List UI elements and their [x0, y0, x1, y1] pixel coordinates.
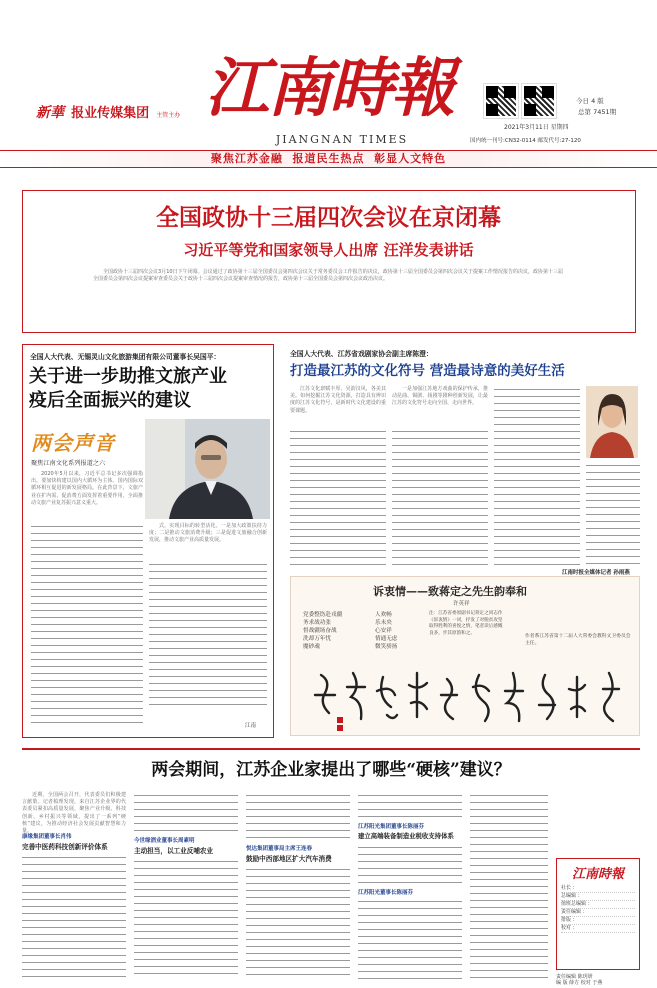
imprint-box [556, 858, 640, 970]
imprint-line: 社长 ： [561, 885, 635, 893]
portrait-photo [145, 419, 270, 519]
right-kicker: 全国人大代表、江苏省戏剧家协会副主席陈澄： [290, 350, 433, 358]
poetry-column [290, 576, 640, 736]
issue-date: 2021年3月11日 星期四 [504, 124, 569, 131]
bottom-sub3-title: 鼓励中西部地区扩大汽车消费 [246, 855, 332, 863]
right-article [290, 344, 640, 738]
bottom-col4-text-b [358, 844, 462, 884]
left-title-1: 关于进一步助推文旅产业 [29, 366, 227, 387]
lead-body: 全国政协十三届四次会议3月10日下午闭幕。会议通过了政协第十三届全国委员会第四次会议关于常务委员会工作报告的决议，政协第十三届全国委员会第四次会议关于提案工作情况报告的决议，政协第十三届全国委员会第四次会议提案审查委员会关于政协十三届四次会议提案审查情况的报告，政协第十三届全国委员会第四次会议政治决议。 [93, 269, 563, 283]
poetry-column-title: 诉衷情——致蒋定之先生韵奉和 [373, 585, 527, 598]
bottom-intro: 近期，全国两会召开，代表委员们积极建言献策。记者梳理发现，来自江苏企业界的代表委员紧扣高质量发展，聚焦产业升级、科技创新、乡村振兴等领域，提出了一系列“硬核”建议，为推动经济社会发展贡献智慧和力量。 [22, 792, 126, 835]
bottom-sub2-title: 主动担当，以工业反哺农业 [134, 847, 214, 855]
qr-code-icon [484, 84, 518, 118]
left-editor: 江南 [245, 723, 257, 729]
poem-line: 魔砂魂 [303, 644, 320, 650]
left-body-col1-more [31, 523, 143, 729]
poem-line: 务求战功张 [303, 620, 331, 626]
bottom-col3-text-a [246, 792, 350, 840]
bottom-section [22, 748, 640, 988]
left-body-col2-more [149, 561, 267, 711]
right-body-col2: 一是加强江苏地方戏曲的保护传承，推动昆曲、锡剧、扬剧等剧种创新发展，让最江苏的文化符号走向全国、走向世界。 [392, 386, 488, 407]
imprint-line: 总编辑 ： [561, 893, 635, 901]
newspaper-title: 江南時報 [205, 51, 453, 126]
publication-codes: 国内统一刊号:CN32-0114 邮发代号:27-120 [470, 138, 581, 144]
bottom-sub1-name: 康缘集团董事长肖伟 [22, 834, 72, 840]
right-title: 打造最江苏的文化符号 营造最诗意的美好生活 [290, 363, 565, 379]
left-article [22, 344, 274, 738]
poem-line: 洗却万年忧 [303, 636, 331, 642]
badge-text: 两会声音 [31, 431, 115, 455]
poem-line: 人欢畅 [375, 612, 392, 618]
lead-headline: 全国政协十三届四次会议在京闭幕 [156, 205, 501, 231]
poetry-author: 许英祥 [453, 601, 470, 607]
issue-label: 今日 4 版 [576, 97, 604, 105]
bottom-sub2-name: 今世缘酒业董事长周素明 [134, 838, 195, 844]
imprint-list [561, 885, 635, 933]
bottom-col5-text [470, 792, 548, 980]
slogan-bar [0, 150, 657, 168]
bottom-col1-text [22, 854, 126, 980]
imprint-footer: 责任编辑 陈玥妍 编 版 薛方 校对 于燕 [556, 974, 603, 986]
newspaper-title-en: JIANGNAN TIMES [275, 133, 409, 146]
imprint-line: 校对 ： [561, 925, 635, 933]
poem-verse-1 [303, 611, 349, 659]
right-caption: 江南时报全媒体记者 孙雨燕 [562, 570, 630, 576]
series-label: 聚焦江南文化系列报道之六 [31, 460, 106, 467]
group-logo [36, 102, 180, 122]
lead-subheadline: 习近平等党和国家领导人出席 汪洋发表讲话 [183, 241, 474, 259]
bottom-sub4-title: 建立高端装备制造业税收支持体系 [358, 832, 454, 840]
imprint-line: 值班总编辑 ： [561, 901, 635, 909]
poem-note-2: 作者系江苏省第十二届人大常委会教科文卫委员会主任。 [525, 634, 631, 646]
portrait-photo [586, 386, 638, 458]
bottom-col2-text-b [134, 858, 238, 980]
masthead [0, 0, 657, 185]
bottom-sub5-name: 江苏阳光董事长陈丽芬 [358, 890, 414, 896]
issue-total: 总第 7451期 [578, 108, 617, 116]
calligraphy-brush-icon [291, 665, 641, 735]
poem-line: 乐未央 [375, 620, 392, 626]
person-silhouette-icon [145, 419, 270, 519]
poem-line: 微笑骄扬 [375, 644, 398, 650]
lead-story [22, 190, 636, 333]
bottom-divider [22, 748, 640, 750]
imprint-line: 责任编辑 ： [561, 909, 635, 917]
right-body-col1: 江苏文化禀赋丰厚，吴韵汉风，各美其美。如何挖掘江苏文化资源，打造具有辨识度的江苏文化符号，是新时代文化建设的重要课题。 [290, 386, 386, 414]
left-body-col2: 式，实现目标的转型活化。一是加大政策扶持力度；二是推动文旅消费升级；三是促进文旅融合创新发展，推动文旅产业高质量发展。 [149, 523, 267, 544]
poem-line: 党委整饬赴戎疆 [303, 612, 343, 618]
bottom-sub4-name: 江苏阳光集团董事长陈丽芬 [358, 824, 425, 830]
poem-note: 注：江苏省委原副书记蒋定之同志作《诉衷情》一词，抒发了对脱贫攻坚取得胜利的喜悦之情，笔者读后感慨良多，步其原韵和之。 [429, 611, 503, 636]
group-brand: 新華 [36, 105, 64, 121]
right-body-col4 [586, 462, 640, 570]
qr-code-icon [522, 84, 556, 118]
left-body-col1: 2020年5月以来，习近平总书记多次强调指出，要加快构建以国内大循环为主体、国内国际双循环相互促进的新发展格局。在此背景下，文旅产业在扩内需、促消费方面发挥着重要作用，全面推动文旅产业复苏振兴意义重大。 [31, 471, 143, 506]
slogan-text: 聚焦江苏金融 报道民生热点 彰显人文特色 [210, 152, 447, 165]
two-sessions-badge [31, 427, 115, 467]
right-body-col1-more [290, 428, 386, 571]
group-name: 报业传媒集团 [71, 106, 150, 121]
left-kicker: 全国人大代表、无锡灵山文化旅游集团有限公司董事长吴国平： [30, 353, 221, 361]
group-sub: 主管主办 [156, 112, 181, 119]
poem-line: 督战疆场奋战 [303, 628, 337, 634]
poem-line: 心安祥 [375, 628, 392, 634]
poem-line: 情通无虑 [375, 636, 398, 642]
person-silhouette-icon [586, 386, 638, 458]
left-title-2: 疫后全面振兴的建议 [29, 390, 191, 411]
right-body-col3 [494, 386, 580, 571]
calligraphy-artwork [291, 665, 641, 735]
imprint-logo: 江南時報 [571, 867, 624, 882]
bottom-sub1-title: 完善中医药科技创新评价体系 [22, 843, 108, 851]
poem-verse-2 [375, 611, 419, 659]
right-body-col2-more [392, 428, 488, 571]
bottom-sub3-name: 悦达集团董事局主席王连春 [246, 846, 313, 852]
bottom-col3-text-b [246, 866, 350, 980]
bottom-col4-text-a [358, 792, 462, 820]
bottom-col4-text-c [358, 898, 462, 980]
imprint-line: 排版 ： [561, 917, 635, 925]
bottom-col2-text-a [134, 792, 238, 832]
bottom-headline: 两会期间，江苏企业家提出了哪些“硬核”建议？ [151, 760, 511, 780]
